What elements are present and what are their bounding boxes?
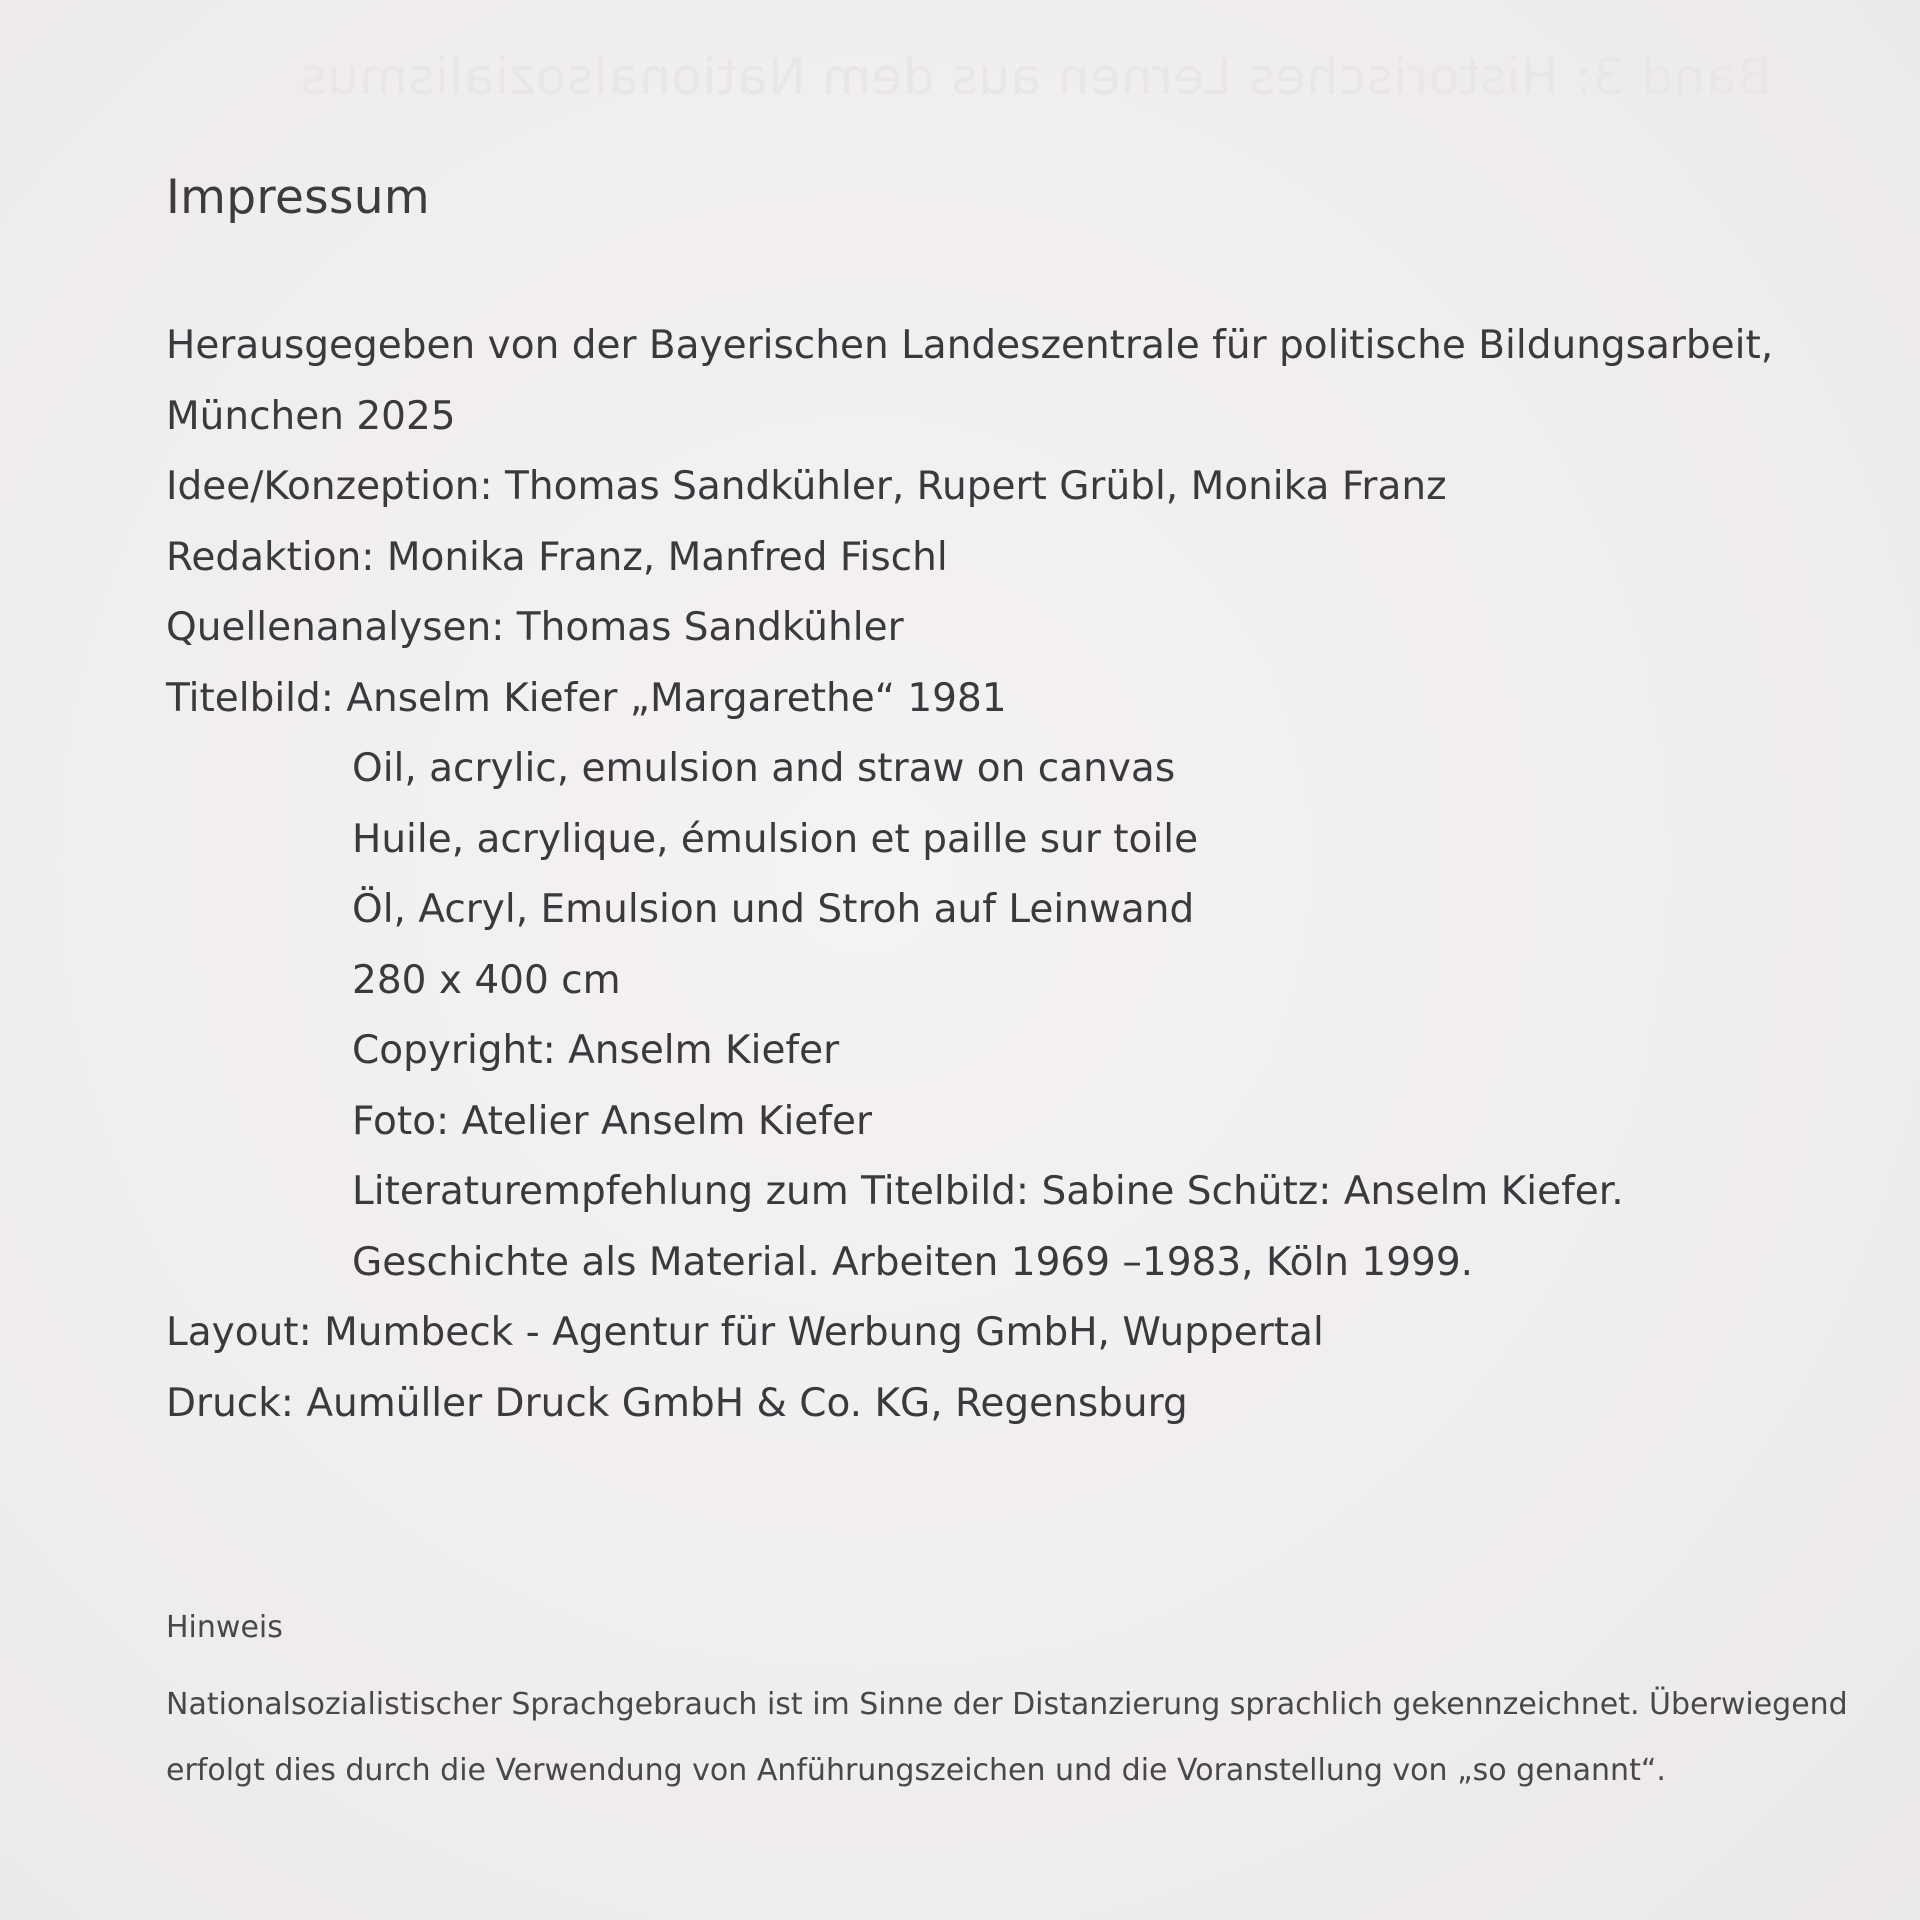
note-section <box>166 1606 1920 1804</box>
page-title: Impressum <box>166 170 430 225</box>
credit-line-literature: Literaturempfehlung zum Titelbild: Sabine Schütz: Anselm Kiefer. <box>352 1169 1624 1214</box>
credit-line-print: Druck: Aumüller Druck GmbH & Co. KG, Regensburg <box>166 1380 1188 1426</box>
credit-line-cover-image: Titelbild: Anselm Kiefer „Margarethe“ 1981 <box>166 675 1007 721</box>
credit-line-dimensions: 280 x 400 cm <box>352 957 621 1003</box>
credit-line-concept: Idee/Konzeption: Thomas Sandkühler, Rupert Grübl, Monika Franz <box>166 464 1447 509</box>
credit-line-medium-en: Oil, acrylic, emulsion and straw on canvas <box>352 746 1176 791</box>
credit-line-medium-de: Öl, Acryl, Emulsion und Stroh auf Leinwand <box>352 887 1195 932</box>
credit-line-editing: Redaktion: Monika Franz, Manfred Fischl <box>166 534 948 580</box>
credit-line-publisher: Herausgegeben von der Bayerischen Landeszentrale für politische Bildungsarbeit, <box>166 323 1774 368</box>
mirrored-running-head: Band 3: Historisches Lernen aus dem Nationalsozialismus <box>300 48 1772 106</box>
credit-line-source-analysis: Quellenanalysen: Thomas Sandkühler <box>166 605 904 650</box>
credit-line-copyright: Copyright: Anselm Kiefer <box>352 1028 840 1073</box>
credit-line-medium-fr: Huile, acrylique, émulsion et paille sur toile <box>352 816 1199 862</box>
credits-list <box>166 318 1866 1446</box>
credit-line-literature-cont: Geschichte als Material. Arbeiten 1969 –1983, Köln 1999. <box>352 1239 1474 1285</box>
credit-line-layout: Layout: Mumbeck - Agentur für Werbung GmbH, Wuppertal <box>166 1310 1324 1355</box>
note-line: Nationalsozialistischer Sprachgebrauch ist im Sinne der Distanzierung sprachlich gekennzeichnet. Überwiegend <box>166 1687 1848 1722</box>
note-line: erfolgt dies durch die Verwendung von Anführungszeichen und die Voranstellung von „so genannt“. <box>166 1753 1666 1788</box>
credit-line-photo: Foto: Atelier Anselm Kiefer <box>352 1098 873 1144</box>
note-label: Hinweis <box>166 1610 283 1645</box>
credit-line-place-year: München 2025 <box>166 393 456 439</box>
